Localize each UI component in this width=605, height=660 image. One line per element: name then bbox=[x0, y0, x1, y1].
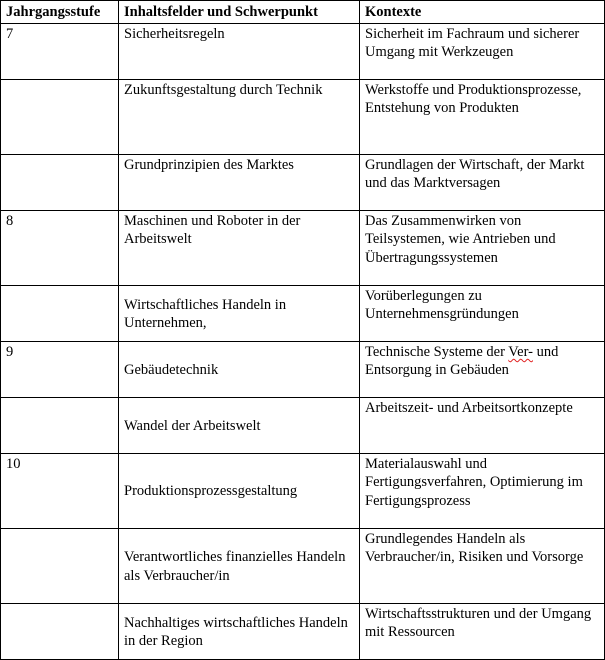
context-cell: Grundlegendes Handeln als Verbraucher/in, Risiken und Vorsorge bbox=[360, 529, 605, 604]
context-cell bbox=[360, 342, 605, 398]
context-text: Technische Systeme der bbox=[365, 344, 509, 360]
field-cell: Verantwortliches finanzielles Handeln als Verbraucher/in bbox=[119, 529, 360, 604]
context-text: und Entsorgung in Gebäuden bbox=[365, 344, 559, 379]
field-cell: Wirtschaftliches Handeln in Unternehmen, bbox=[119, 286, 360, 342]
grade-cell bbox=[1, 80, 119, 155]
field-cell: Gebäudetechnik bbox=[119, 342, 360, 398]
grade-cell bbox=[1, 155, 119, 211]
grade-cell: 8 bbox=[1, 211, 119, 286]
grade-cell: 7 bbox=[1, 24, 119, 80]
table-row bbox=[1, 155, 605, 211]
field-cell: Maschinen und Roboter in der Arbeitswelt bbox=[119, 211, 360, 286]
column-header-field: Inhaltsfelder und Schwerpunkt bbox=[119, 1, 360, 24]
field-cell: Wandel der Arbeitswelt bbox=[119, 398, 360, 454]
grade-cell: 10 bbox=[1, 454, 119, 529]
table-row bbox=[1, 529, 605, 604]
table-row bbox=[1, 24, 605, 80]
context-cell: Das Zusammenwirken von Teilsystemen, wie Antrieben und Übertragungssystemen bbox=[360, 211, 605, 286]
grade-cell bbox=[1, 398, 119, 454]
column-header-grade: Jahrgangsstufe bbox=[1, 1, 119, 24]
column-header-context: Kontexte bbox=[360, 1, 605, 24]
table-row bbox=[1, 211, 605, 286]
table-row bbox=[1, 398, 605, 454]
field-cell: Produktionsprozessgestaltung bbox=[119, 454, 360, 529]
header-row bbox=[1, 1, 605, 24]
context-cell: Materialauswahl und Fertigungsverfahren, Optimierung im Fertigungsprozess bbox=[360, 454, 605, 529]
context-cell: Arbeitszeit- und Arbeitsortkonzepte bbox=[360, 398, 605, 454]
context-cell: Vorüberlegungen zu Unternehmensgründungen bbox=[360, 286, 605, 342]
field-cell: Grundprinzipien des Marktes bbox=[119, 155, 360, 211]
field-cell: Sicherheitsregeln bbox=[119, 24, 360, 80]
field-cell: Zukunftsgestaltung durch Technik bbox=[119, 80, 360, 155]
spellcheck-word: Ver- bbox=[508, 344, 533, 360]
context-cell: Wirtschaftsstrukturen und der Umgang mit Ressourcen bbox=[360, 604, 605, 660]
context-cell: Grundlagen der Wirtschaft, der Markt und das Marktversagen bbox=[360, 155, 605, 211]
grade-cell bbox=[1, 529, 119, 604]
grade-cell: 9 bbox=[1, 342, 119, 398]
context-cell: Sicherheit im Fachraum und sicherer Umgang mit Werkzeugen bbox=[360, 24, 605, 80]
table-row bbox=[1, 286, 605, 342]
field-cell: Nachhaltiges wirtschaftliches Handeln in der Region bbox=[119, 604, 360, 660]
context-cell: Werkstoffe und Produktionsprozesse, Entstehung von Produkten bbox=[360, 80, 605, 155]
grade-cell bbox=[1, 604, 119, 660]
table-row bbox=[1, 454, 605, 529]
table-row bbox=[1, 342, 605, 398]
table-row bbox=[1, 80, 605, 155]
table-row bbox=[1, 604, 605, 660]
grade-cell bbox=[1, 286, 119, 342]
